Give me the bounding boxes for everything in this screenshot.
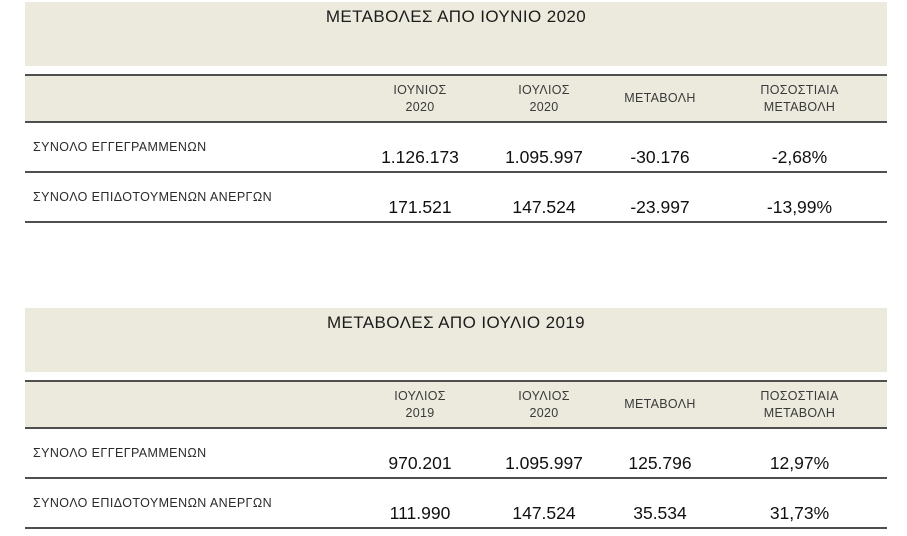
column-header-period-1: ΙΟΥΛΙΟΣ 2019 [394,388,446,420]
row-label: ΣΥΝΟΛΟ ΕΓΓΕΓΡΑΜΜΕΝΩΝ [33,446,207,460]
cell-period-1: 970.201 [388,453,452,473]
column-header-period-2: ΙΟΥΛΙΟΣ 2020 [518,82,570,114]
table-changes-from-july-2019 [25,308,887,529]
column-header-change: ΜΕΤΑΒΟΛΗ [624,397,696,411]
row-label: ΣΥΝΟΛΟ ΕΓΓΕΓΡΑΜΜΕΝΩΝ [33,140,207,154]
column-header-change: ΜΕΤΑΒΟΛΗ [624,91,696,105]
row-label: ΣΥΝΟΛΟ ΕΠΙΔΟΤΟΥΜΕΝΩΝ ΑΝΕΡΓΩΝ [33,190,273,204]
table-title: ΜΕΤΑΒΟΛΕΣ ΑΠΟ ΙΟΥΛΙΟ 2019 [25,308,887,372]
row-label: ΣΥΝΟΛΟ ΕΠΙΔΟΤΟΥΜΕΝΩΝ ΑΝΕΡΓΩΝ [33,496,273,510]
table-changes-from-june-2020 [25,2,887,223]
cell-change: 35.534 [633,503,687,523]
column-header-empty [25,382,360,427]
cell-period-2: 1.095.997 [505,453,583,473]
table-row-total-subsidized [25,173,887,223]
column-header-pct-change: ΠΟΣΟΣΤΙΑΙΑ ΜΕΤΑΒΟΛΗ [760,388,839,420]
column-header-empty [25,76,360,121]
table-header-row [25,380,887,429]
table-row-total-registered [25,123,887,173]
cell-period-2: 147.524 [512,503,576,523]
cell-period-1: 1.126.173 [381,147,459,167]
column-header-period-2: ΙΟΥΛΙΟΣ 2020 [518,388,570,420]
cell-pct-change: -13,99% [766,197,833,217]
cell-period-1: 111.990 [389,503,451,523]
cell-period-2: 147.524 [512,197,576,217]
cell-period-2: 1.095.997 [505,147,583,167]
cell-period-1: 171.521 [388,197,452,217]
column-header-pct-change: ΠΟΣΟΣΤΙΑΙΑ ΜΕΤΑΒΟΛΗ [760,82,839,114]
table-title: ΜΕΤΑΒΟΛΕΣ ΑΠΟ ΙΟΥΝΙΟ 2020 [25,2,887,66]
cell-pct-change: -2,68% [771,147,828,167]
cell-change: -23.997 [630,197,690,217]
cell-pct-change: 12,97% [769,453,830,473]
column-header-period-1: ΙΟΥΝΙΟΣ 2020 [393,82,447,114]
table-row-total-subsidized [25,479,887,529]
table-row-total-registered [25,429,887,479]
table-header-row [25,74,887,123]
cell-change: 125.796 [628,453,692,473]
cell-pct-change: 31,73% [769,503,830,523]
cell-change: -30.176 [630,147,690,167]
